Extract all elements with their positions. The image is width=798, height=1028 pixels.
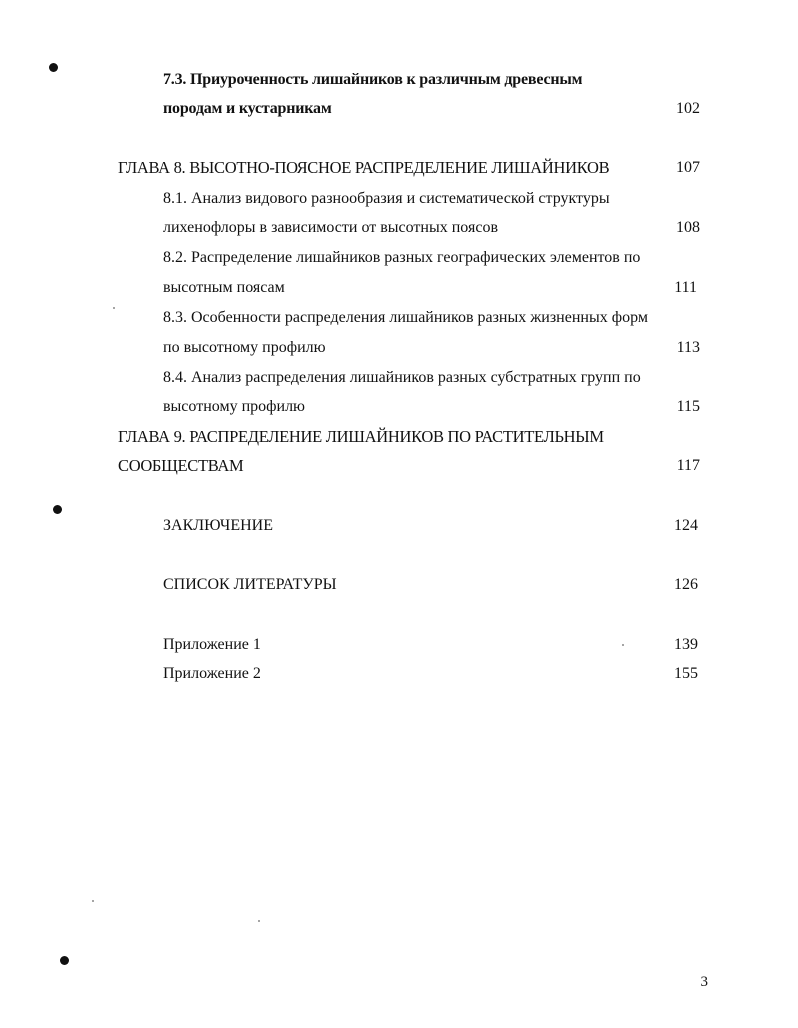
toc-appendix-1-title: Приложение 1 (163, 636, 261, 653)
toc-entry-7-3-page: 102 (676, 100, 700, 117)
toc-appendix-2-title: Приложение 2 (163, 665, 261, 682)
toc-entry-8-2-page: 111 (674, 279, 697, 296)
binder-hole-mark-bottom (60, 956, 69, 965)
toc-chapter-9-line1: ГЛАВА 9. РАСПРЕДЕЛЕНИЕ ЛИШАЙНИКОВ ПО РАСТИТЕЛЬНЫМ (118, 427, 604, 446)
scan-speck (113, 307, 115, 309)
binder-hole-mark-middle (53, 505, 62, 514)
toc-chapter-9-line2: СООБЩЕСТВАМ (118, 456, 244, 475)
toc-entry-8-3-page: 113 (676, 339, 700, 356)
toc-entry-8-3-line2: по высотному профилю (163, 339, 326, 356)
toc-conclusion-title: ЗАКЛЮЧЕНИЕ (163, 517, 273, 534)
toc-chapter-8-title: ГЛАВА 8. ВЫСОТНО-ПОЯСНОЕ РАСПРЕДЕЛЕНИЕ ЛИШАЙНИКОВ (118, 158, 610, 177)
scan-speck (92, 900, 94, 902)
toc-entry-7-3-line2: породам и кустарникам (163, 100, 332, 117)
toc-entry-8-4-line2: высотному профилю (163, 398, 305, 415)
toc-entry-8-2-line2: высотным поясам (163, 279, 285, 296)
toc-chapter-8-page: 107 (676, 159, 700, 176)
toc-references-title: СПИСОК ЛИТЕРАТУРЫ (163, 576, 337, 593)
toc-appendix-1-page: 139 (674, 636, 698, 653)
toc-entry-8-1-line1: 8.1. Анализ видового разнообразия и систематической структуры (163, 190, 610, 207)
toc-conclusion-page: 124 (674, 517, 698, 534)
toc-entry-8-3-line1: 8.3. Особенности распределения лишайников разных жизненных форм (163, 309, 648, 326)
scan-speck (622, 644, 624, 646)
toc-chapter-9-page: 117 (676, 457, 700, 474)
toc-entry-8-1-page: 108 (676, 219, 700, 236)
binder-hole-mark-top (49, 63, 58, 72)
toc-entry-8-4-page: 115 (676, 398, 700, 415)
scan-speck (258, 920, 260, 922)
toc-entry-8-2-line1: 8.2. Распределение лишайников разных географических элементов по (163, 249, 641, 266)
toc-references-page: 126 (674, 576, 698, 593)
toc-appendix-2-page: 155 (674, 665, 698, 682)
page-number: 3 (700, 974, 708, 990)
toc-entry-8-4-line1: 8.4. Анализ распределения лишайников разных субстратных групп по (163, 369, 641, 386)
toc-entry-7-3-line1: 7.3. Приуроченность лишайников к различным древесным (163, 71, 583, 88)
toc-entry-8-1-line2: лихенофлоры в зависимости от высотных поясов (163, 219, 499, 236)
